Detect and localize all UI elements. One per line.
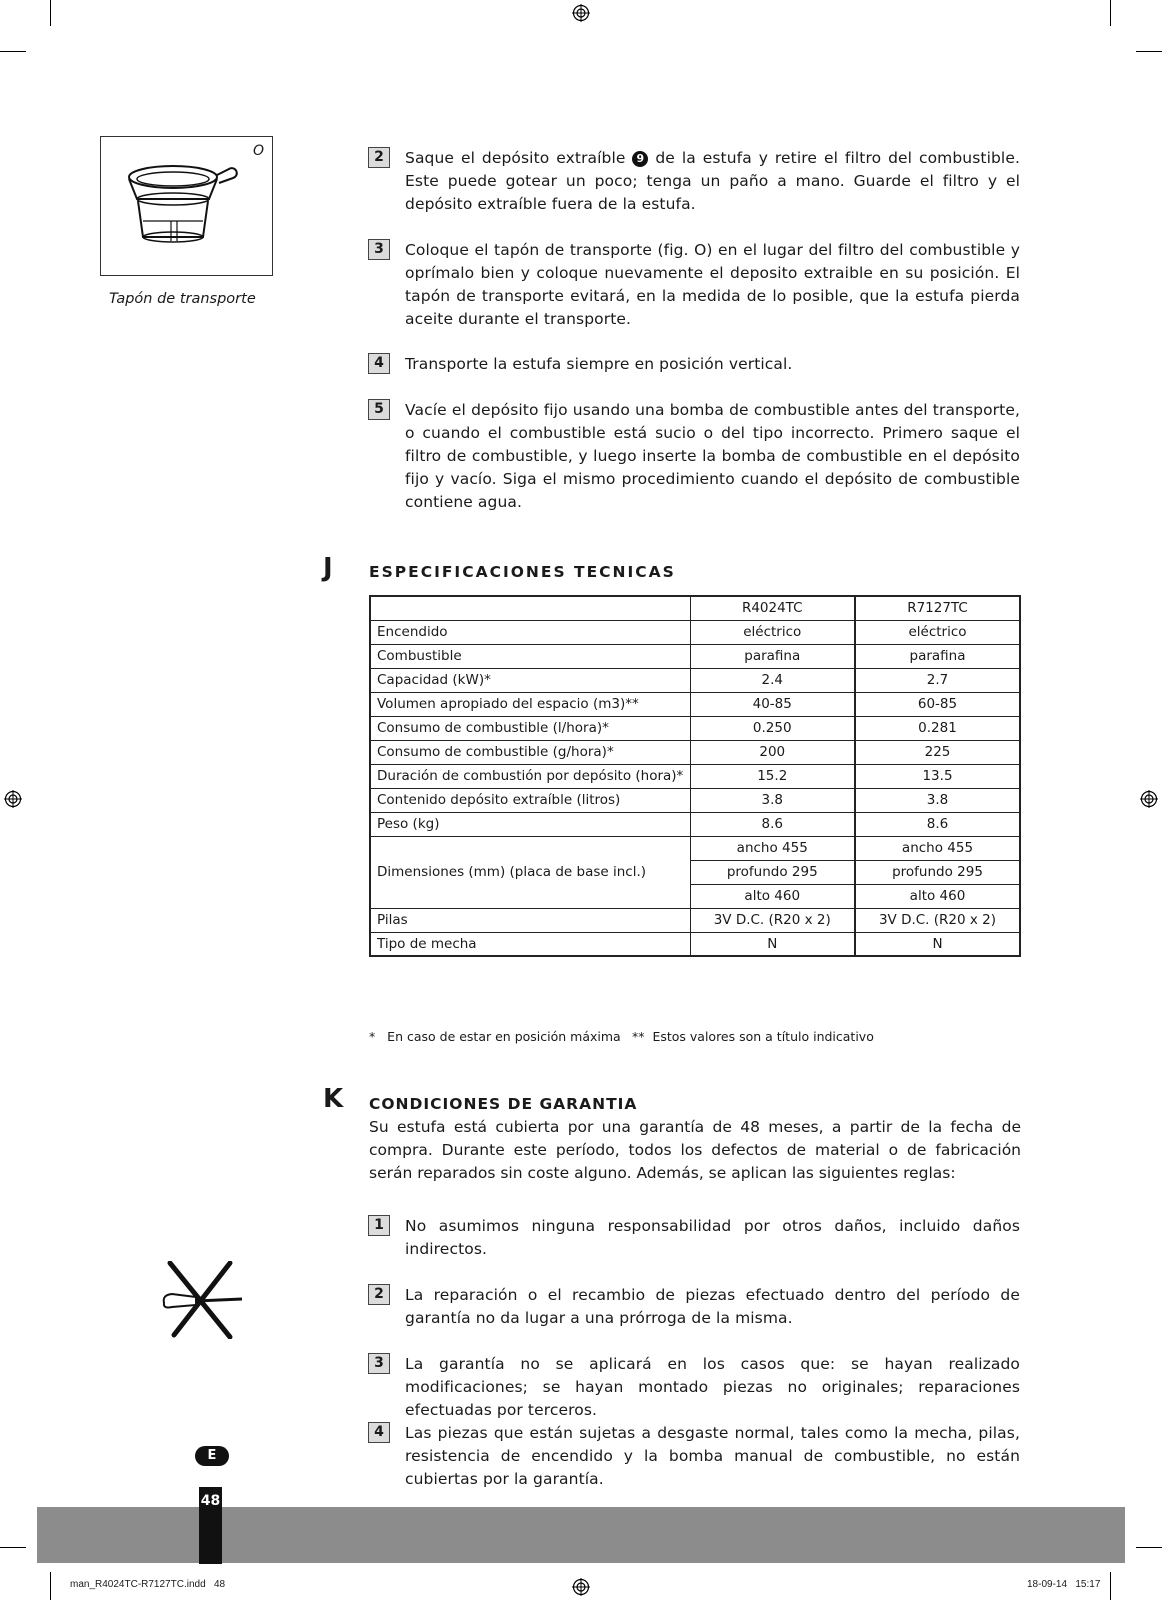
language-badge: E <box>195 1446 229 1466</box>
table-cell: 3.8 <box>690 788 855 812</box>
step-text: Las piezas que están sujetas a desgaste normal, tales como la mecha, pilas, resistencia de encendido y la bomba manual de combustible, no están cubiertas por la garantía. <box>405 1424 1020 1488</box>
table-row <box>370 668 1020 692</box>
crop-mark <box>0 51 26 52</box>
figure-letter: O <box>252 143 264 159</box>
table-cell: 3.8 <box>855 788 1020 812</box>
table-cell: Consumo de combustible (g/hora)* <box>370 740 690 764</box>
step-text: Transporte la estufa siempre en posición vertical. <box>405 355 793 373</box>
part-number-badge: 9 <box>632 151 648 167</box>
table-cell: 15.2 <box>690 764 855 788</box>
table-row <box>370 932 1020 956</box>
print-slug-date: 18-09-14 15:17 <box>1027 1579 1101 1590</box>
table-cell: eléctrico <box>690 620 855 644</box>
table-row <box>370 836 1020 860</box>
table-row <box>370 716 1020 740</box>
step-number: 3 <box>368 1353 390 1374</box>
step-text: Vacíe el depósito fijo usando una bomba de combustible antes del transporte, o cuando el combustible está sucio o del tipo incorrecto. Primero saque el filtro de combustible, y luego inserte la bomba de combustible en el depósito fijo y vacío. Siga el mismo procedimiento cuando el depósito de combustible contiene agua. <box>405 401 1020 511</box>
step-number: 4 <box>368 353 390 374</box>
table-cell: 8.6 <box>690 812 855 836</box>
no-screwdriver-icon <box>160 1261 246 1339</box>
step-number: 1 <box>368 1215 390 1236</box>
table-cell: parafina <box>690 644 855 668</box>
crop-mark <box>1136 51 1162 52</box>
table-cell: eléctrico <box>855 620 1020 644</box>
crop-mark <box>50 0 51 26</box>
table-row <box>370 692 1020 716</box>
list-item <box>368 353 1020 376</box>
table-header-row <box>370 596 1020 620</box>
list-item <box>368 1284 1020 1330</box>
warranty-intro: Su estufa está cubierta por una garantía de 48 meses, a partir de la fecha de compra. Durante este período, todos los defectos de material o de fabricación serán reparados sin coste alguno. Además, se aplican las siguientes reglas: <box>369 1118 1021 1182</box>
section-letter: K <box>323 1084 344 1114</box>
registration-mark-icon <box>572 4 590 22</box>
step-number: 4 <box>368 1422 390 1443</box>
table-cell: Duración de combustión por depósito (hora)* <box>370 764 690 788</box>
page-number: 48 <box>200 1493 221 1509</box>
step-number: 3 <box>368 239 390 260</box>
table-cell: 40-85 <box>690 692 855 716</box>
table-cell: 225 <box>855 740 1020 764</box>
table-cell: Contenido depósito extraíble (litros) <box>370 788 690 812</box>
step-number: 2 <box>368 147 390 168</box>
table-row <box>370 740 1020 764</box>
table-cell: ancho 455 <box>855 836 1020 860</box>
list-item <box>368 1353 1020 1422</box>
section-title: ESPECIFICACIONES TECNICAS <box>369 563 676 581</box>
table-cell: N <box>690 932 855 956</box>
table-cell: Encendido <box>370 620 690 644</box>
spec-table <box>369 595 1021 957</box>
step-number: 5 <box>368 399 390 420</box>
table-cell: Pilas <box>370 908 690 932</box>
list-item <box>368 1422 1020 1491</box>
transport-cap-illustration-icon <box>121 159 241 255</box>
table-cell: profundo 295 <box>690 860 855 884</box>
table-cell: 2.4 <box>690 668 855 692</box>
table-cell: 8.6 <box>855 812 1020 836</box>
registration-mark-icon <box>572 1578 590 1596</box>
table-cell: 60-85 <box>855 692 1020 716</box>
table-cell: Consumo de combustible (l/hora)* <box>370 716 690 740</box>
list-item <box>368 239 1020 331</box>
table-cell: 0.281 <box>855 716 1020 740</box>
table-cell: alto 460 <box>690 884 855 908</box>
print-slug-file: man_R4024TC-R7127TC.indd 48 <box>70 1579 226 1590</box>
footnote: * En caso de estar en posición máxima <box>369 1029 621 1044</box>
figure-transport-cap <box>100 136 273 276</box>
table-row <box>370 644 1020 668</box>
step-number: 2 <box>368 1284 390 1305</box>
table-header-cell: R7127TC <box>855 596 1020 620</box>
table-cell: 200 <box>690 740 855 764</box>
step-text: La reparación o el recambio de piezas efectuado dentro del período de garantía no da lugar a una prórroga de la misma. <box>405 1286 1020 1327</box>
registration-mark-icon <box>1140 790 1158 808</box>
footnote: ** Estos valores son a título indicativo <box>632 1029 874 1044</box>
step-text: No asumimos ninguna responsabilidad por otros daños, incluido daños indirectos. <box>405 1217 1020 1258</box>
table-cell: parafina <box>855 644 1020 668</box>
table-cell: Capacidad (kW)* <box>370 668 690 692</box>
table-cell: 3V D.C. (R20 x 2) <box>690 908 855 932</box>
section-title: CONDICIONES DE GARANTIA <box>369 1095 638 1113</box>
table-cell: profundo 295 <box>855 860 1020 884</box>
crop-mark <box>1136 1547 1162 1548</box>
table-row <box>370 812 1020 836</box>
table-cell: Tipo de mecha <box>370 932 690 956</box>
table-cell: alto 460 <box>855 884 1020 908</box>
step-text: Coloque el tapón de transporte (fig. O) en el lugar del filtro del combustible y oprímalo bien y coloque nuevamente el deposito extraible en su posición. El tapón de transporte evitará, en la medida de lo posible, que la estufa pierda aceite durante el transporte. <box>405 241 1020 328</box>
step-text: Saque el depósito extraíble 9 de la estufa y retire el filtro del combustible. Este puede gotear un poco; tenga un paño a mano. Guarde el filtro y el depósito extraíble fuera de la estufa. <box>405 149 1020 213</box>
registration-mark-icon <box>4 790 22 808</box>
table-cell: N <box>855 932 1020 956</box>
step-text: La garantía no se aplicará en los casos que: se hayan realizado modificaciones; se hayan montado piezas no originales; reparaciones efectuadas por terceros. <box>405 1355 1020 1419</box>
table-cell: 0.250 <box>690 716 855 740</box>
list-item <box>368 399 1020 514</box>
list-item <box>368 1215 1020 1261</box>
table-header-cell <box>370 596 690 620</box>
table-cell: Peso (kg) <box>370 812 690 836</box>
table-cell: Volumen apropiado del espacio (m3)** <box>370 692 690 716</box>
section-letter: J <box>323 553 333 583</box>
list-item <box>368 147 1020 216</box>
table-cell: 3V D.C. (R20 x 2) <box>855 908 1020 932</box>
crop-mark <box>0 1547 26 1548</box>
table-row <box>370 908 1020 932</box>
figure-caption: Tapón de transporte <box>109 291 256 307</box>
crop-mark <box>1110 0 1111 26</box>
table-row <box>370 764 1020 788</box>
table-header-cell: R4024TC <box>690 596 855 620</box>
table-cell: Combustible <box>370 644 690 668</box>
table-cell: 13.5 <box>855 764 1020 788</box>
crop-mark <box>1110 1572 1111 1600</box>
table-row <box>370 788 1020 812</box>
crop-mark <box>50 1572 51 1600</box>
table-cell: ancho 455 <box>690 836 855 860</box>
table-cell: Dimensiones (mm) (placa de base incl.) <box>370 836 690 908</box>
table-cell: 2.7 <box>855 668 1020 692</box>
table-row <box>370 620 1020 644</box>
